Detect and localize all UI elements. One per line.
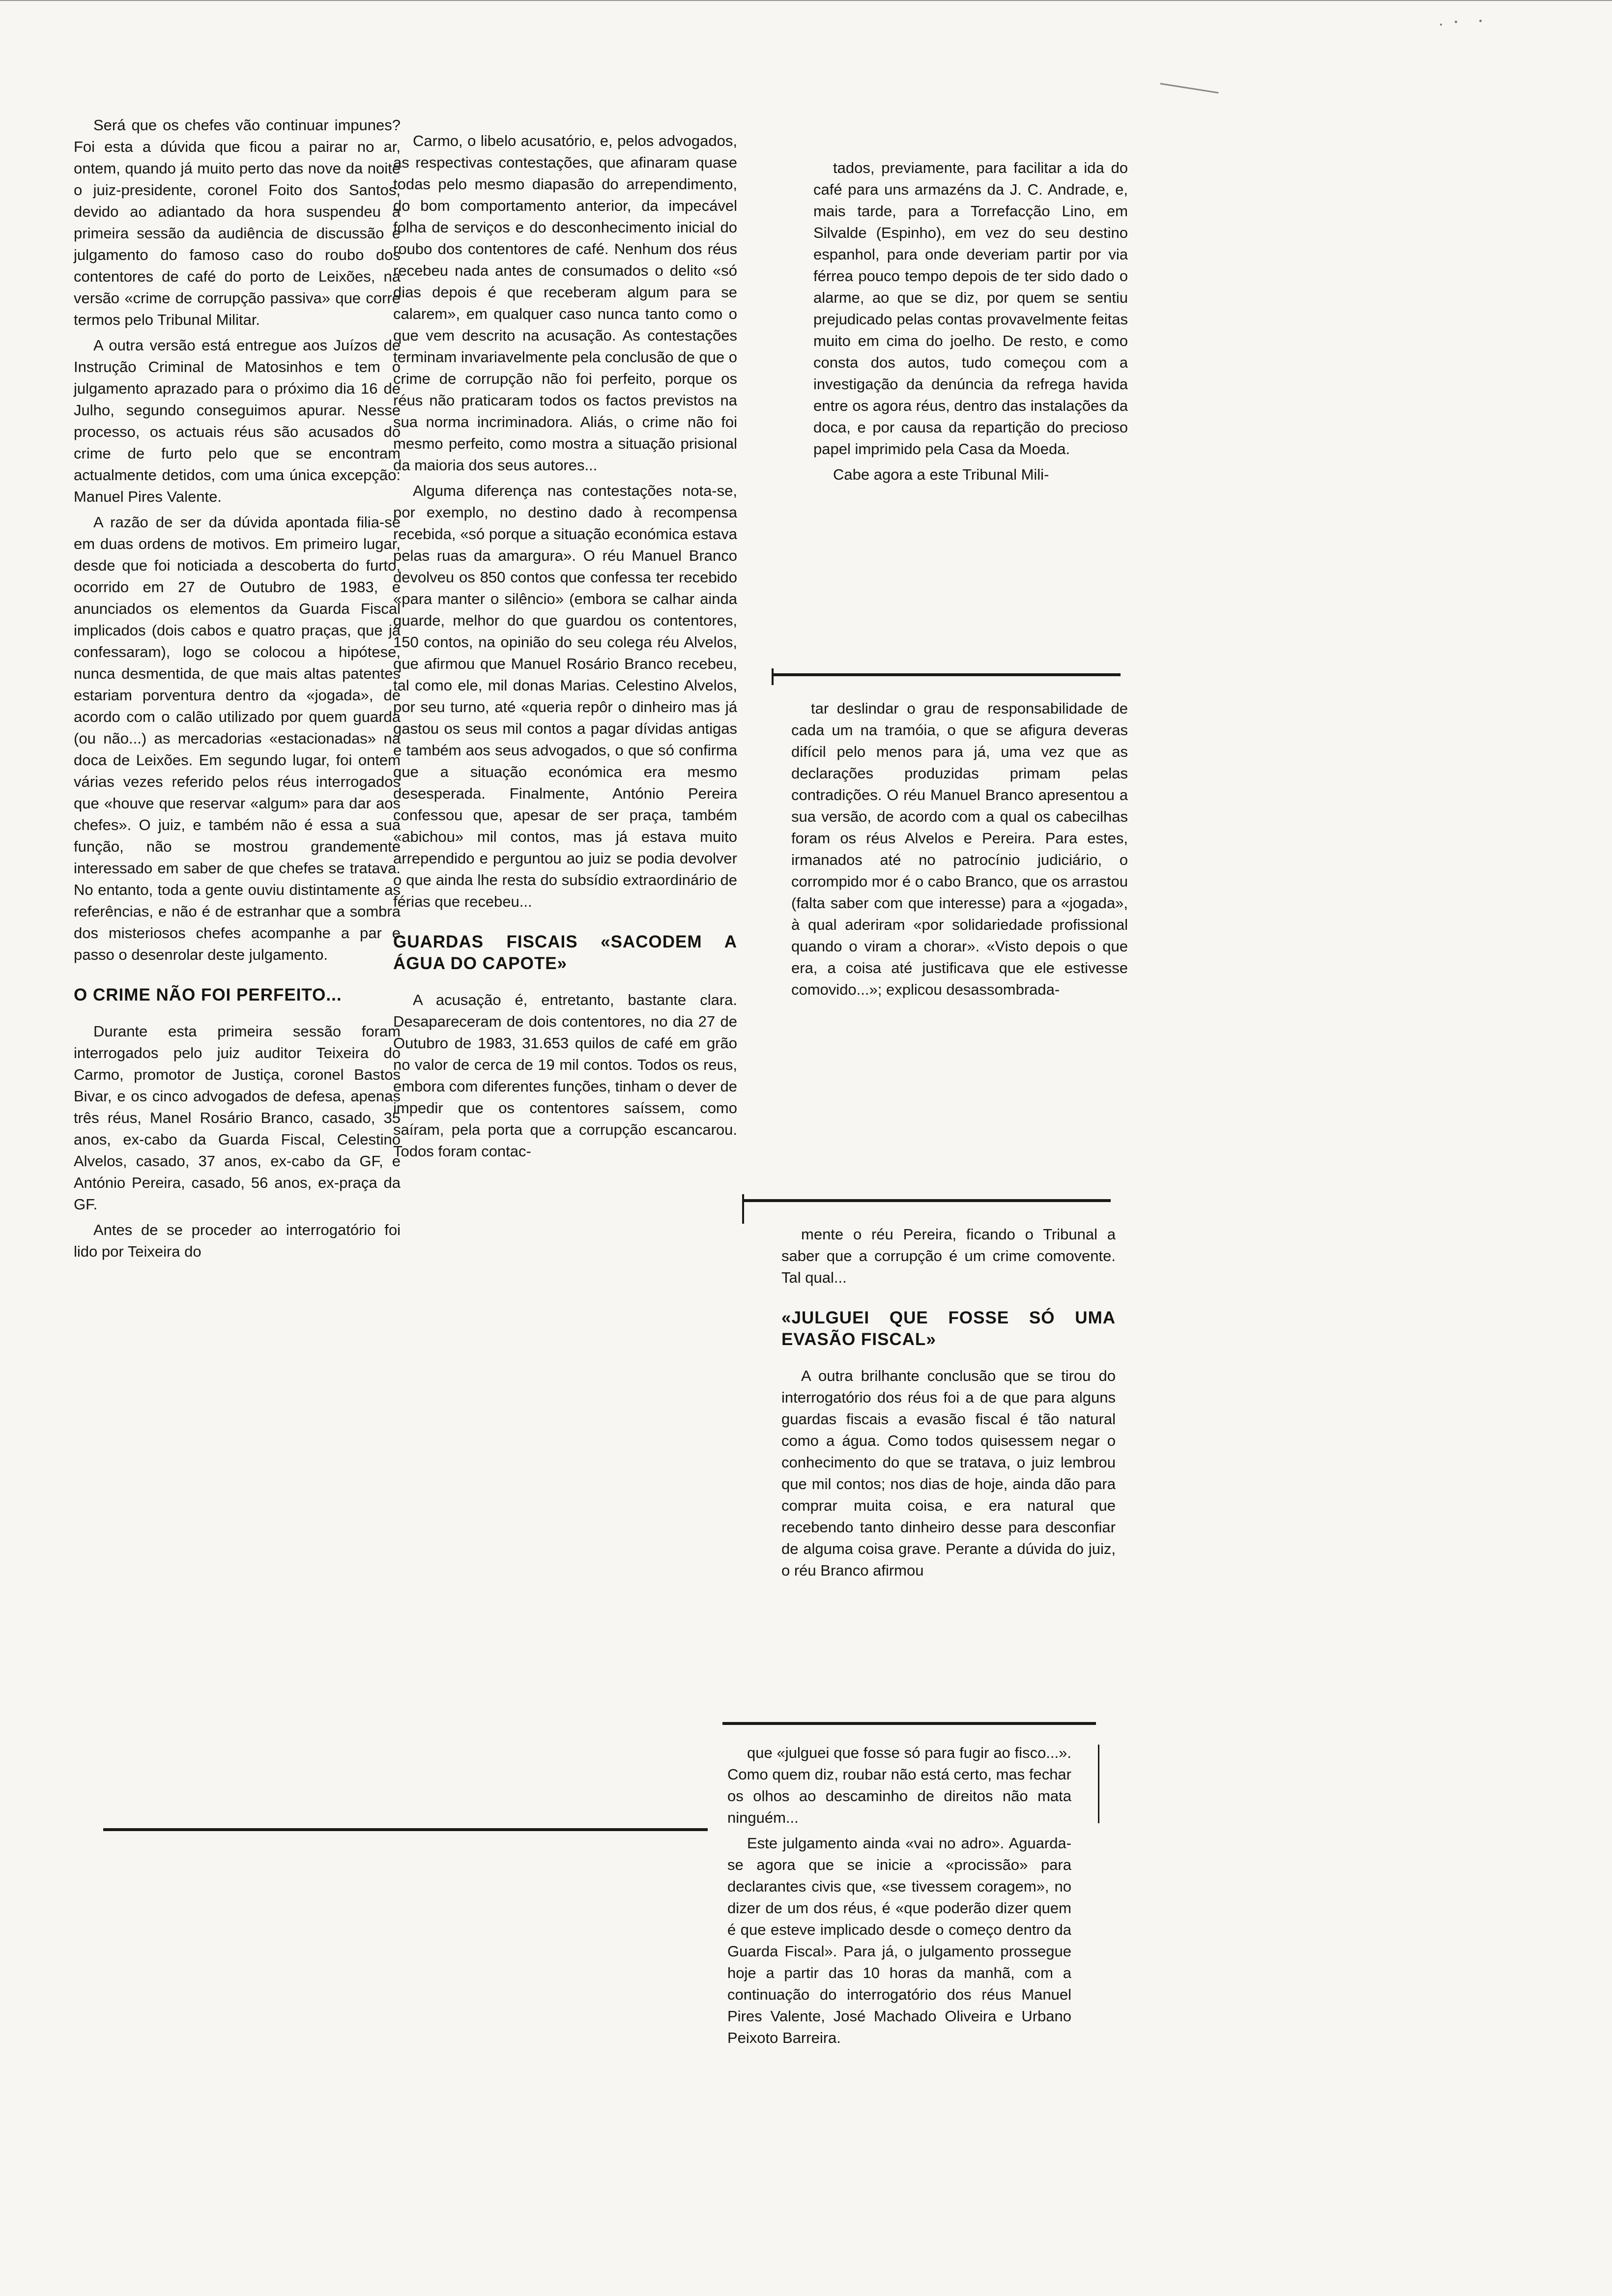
article-column-3c [781, 1224, 1116, 1585]
paragraph: A acusação é, entretanto, bastante clara. Desapareceram de dois contentores, no dia 27 de Outubro de 1983, 31.653 quilos de café em grão no valor de cerca de 19 mil contos. Todos os reus, embora com diferentes funções, tinham o dever de impedir que os contentores saíssem, como saíram, pela porta que a corrupção escancarou. Todos foram contac- [393, 991, 737, 1160]
column-rule [722, 1722, 1096, 1725]
section-heading: «JULGUEI QUE FOSSE SÓ UMA EVASÃO FISCAL» [781, 1308, 1116, 1349]
corner-scan-mark [1160, 83, 1219, 94]
column-rule-tick [742, 1194, 744, 1224]
section-heading: GUARDAS FISCAIS «SACODEM A ÁGUA DO CAPOTE» [393, 932, 737, 973]
paragraph: Alguma diferença nas contestações nota-se, por exemplo, no destino dado à recompensa recebida, «só porque a situação económica estava pelas ruas da amargura». O réu Manuel Branco devolveu os 850 contos que confessa ter recebido «para manter o silêncio» (embora se calhar ainda guarde, melhor do que guardou os contentores, 150 contos, na opinião do seu colega réu Alvelos, que afirmou que Manuel Rosário Branco recebeu, tal como ele, mil donas Marias. Celestino Alvelos, por seu turno, até «queria repôr o dinheiro mas já gastou os seus mil contos a pagar dívidas antigas e também aos seus advogados, o que só confirma que a situação económica era mesmo desesperada. Finalmente, António Pereira confessou que, apesar de ser praça, também «abichou» mil contos, mas já estava muito arrependido e perguntou ao juiz se podia devolver o que ainda lhe resta do subsídio extraordinário de férias que recebeu... [393, 482, 737, 910]
paragraph: Cabe agora a este Tribunal Mili- [833, 466, 1049, 483]
scan-speck [1479, 20, 1482, 22]
paragraph: tar deslindar o grau de responsabilidade de cada um na tramóia, o que se afigura deveras difícil pelo menos para já, uma vez que as declarações produzidas primam pelas contradições. O réu Manuel Branco apresentou a sua versão, de acordo com a qual os cabecilhas foram os réus Alvelos e Pereira. Para estes, irmanados até no patrocínio judiciário, o corrompido mor é o cabo Branco, que os arrastou (falta saber com que interesse) para a «jogada», à qual aderiram «por solidariedade profissional quando o viram a chorar». «Visto depois o que era, a coisa até justificava que ele estivesse comovido...»; explicou desassombrada- [791, 700, 1128, 998]
top-scan-edge [0, 0, 1612, 1]
paragraph: A razão de ser da dúvida apontada filia-se em duas ordens de motivos. Em primeiro lugar, desde que foi noticiada a descoberta do furto, ocorrido em 27 de Outubro de 1983, e anunciados os elementos da Guarda Fiscal implicados (dois cabos e quatro praças, que já confessaram), logo se colocou a hipótese, nunca desmentida, de que mais altas patentes estariam porventura dentro da «jogada», de acordo com o calão utilizado por quem guarda (ou não...) as mercadorias «estacionadas» na doca de Leixões. Em segundo lugar, foi ontem várias vezes referido pelos réus interrogados que «houve que reservar «algum» para dar aos chefes». O juiz, e também não é essa a sua função, não se mostrou grandemente interessado em saber de que chefes se tratava. No entanto, toda a gente ouviu distintamente as referências, e não é de estranhar que a sombra dos misteriosos chefes acompanhe a par e passo o desenrolar deste julgamento. [74, 514, 401, 963]
paragraph: Será que os chefes vão continuar impunes? Foi esta a dúvida que ficou a pairar no ar, ontem, quando já muito perto das nove da noite o juiz-presidente, coronel Foito dos Santos, devido ao adiantado da hora suspendeu a primeira sessão da audiência de discussão e julgamento do famoso caso do roubo dos contentores de café do porto de Leixões, na versão «crime de corrupção passiva» que corre termos pelo Tribunal Militar. [74, 116, 401, 328]
paragraph: mente o réu Pereira, ficando o Tribunal a saber que a corrupção é um crime comovente. Tal qual... [781, 1226, 1116, 1286]
article-column-3d [727, 1742, 1071, 2053]
paragraph: Carmo, o libelo acusatório, e, pelos advogados, as respectivas contestações, que afinaram quase todas pelo mesmo diapasão do arrependimento, do bom comportamento anterior, da impecável folha de serviços e do desconhecimento inicial do roubo dos contentores de café. Nenhum dos réus recebeu nada antes de consumados o delito «só dias depois é que receberam algum para se calarem», em qualquer caso nunca tanto como o que vem descrito na acusação. As contestações terminam invariavelmente pela conclusão de que o crime de corrupção não foi perfeito, porque os réus não praticaram todos os factos previstos na sua norma incriminadora. Aliás, o crime não foi mesmo perfeito, como mostra a situação prisional da maioria dos seus autores... [393, 132, 737, 474]
scan-speck [1455, 21, 1457, 23]
column-rule-tick [772, 668, 774, 685]
article-column-3a [813, 157, 1128, 489]
article-column-2 [393, 130, 737, 1166]
paragraph: A outra brilhante conclusão que se tirou do interrogatório dos réus foi a de que para alguns guardas fiscais a evasão fiscal é tão natural como a água. Como todos quisessem negar o conhecimento do que se tratava, o juiz lembrou que mil contos; nos dias de hoje, ainda dão para comprar muita coisa, e era natural que recebendo tanto dinheiro desse para desconfiar de alguma coisa grave. Perante a dúvida do juiz, o réu Branco afirmou [781, 1367, 1116, 1579]
paragraph: Durante esta primeira sessão foram interrogados pelo juiz auditor Teixeira do Carmo, promotor de Justiça, coronel Bastos Bivar, e os cinco advogados de defesa, apenas três réus, Manel Rosário Branco, casado, 35 anos, ex-cabo da Guarda Fiscal, Celestino Alvelos, casado, 37 anos, ex-cabo da GF, e António Pereira, casado, 56 anos, ex-praça da GF. [74, 1023, 401, 1213]
column-rule [772, 673, 1121, 676]
paragraph: tados, previamente, para facilitar a ida do café para uns armazéns da J. C. Andrade, e, mais tarde, para a Torrefacção Lino, em Silvalde (Espinho), em vez do seu destino espanhol, para onde deveriam partir por via férrea pouco tempo depois de ter sido dado o alarme, ao que se diz, por quem se sentiu prejudicado pelas contas provavelmente feitas muito em cima do joelho. De resto, e como consta dos autos, tudo começou com a investigação da denúncia da refrega havida entre os agora réus, dentro das instalações da doca, e por causa da repartição do precioso papel imprimido pela Casa da Moeda. [813, 159, 1128, 458]
paragraph: Antes de se proceder ao interrogatório foi lido por Teixeira do [74, 1221, 401, 1260]
column-rule-tick [1098, 1745, 1099, 1823]
paragraph: que «julguei que fosse só para fugir ao fisco...». Como quem diz, roubar não está certo, mas fechar os olhos ao descaminho de direitos não mata ninguém... [727, 1744, 1071, 1826]
column-rule [742, 1199, 1111, 1202]
paragraph: Este julgamento ainda «vai no adro». Aguarda-se agora que se inicie a «procissão» para declarantes civis que, «se tivessem coragem», no dizer de um dos réus, é «que poderão dizer quem é que esteve implicado desde o começo dentro da Guarda Fiscal». Para já, o julgamento prossegue hoje a partir das 10 horas da manhã, com a continuação do interrogatório dos réus Manuel Pires Valente, José Machado Oliveira e Urbano Peixoto Barreira. [727, 1835, 1071, 2046]
scan-speck [1440, 24, 1442, 26]
article-column-1 [74, 115, 401, 1266]
column-rule [103, 1828, 708, 1831]
article-column-3b [791, 698, 1128, 1004]
paragraph: A outra versão está entregue aos Juízos de Instrução Criminal de Matosinhos e tem o julgamento aprazado para o próximo dia 16 de Julho, segundo conseguimos apurar. Nesse processo, os actuais réus são acusados do crime de furto pelo que se encontram actualmente detidos, com uma única excepção: Manuel Pires Valente. [74, 337, 401, 505]
section-heading: O CRIME NÃO FOI PERFEITO... [74, 985, 342, 1004]
